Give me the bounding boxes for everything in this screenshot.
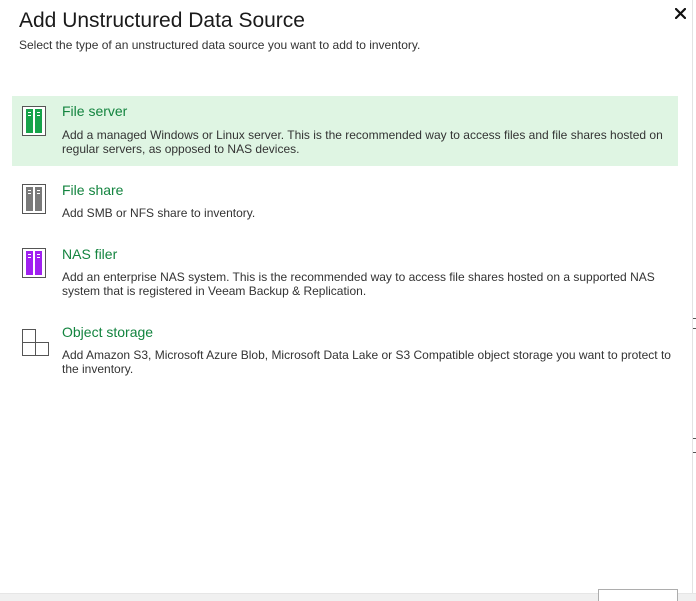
option-file-share[interactable] bbox=[12, 175, 678, 231]
object-storage-icon bbox=[22, 328, 50, 361]
window-edge bbox=[692, 0, 693, 601]
option-description: Add an enterprise NAS system. This is the recommended way to access file shares hosted on a supported NAS system that is registered in Veeam Backup & Replication. bbox=[62, 270, 655, 298]
option-description: Add SMB or NFS share to inventory. bbox=[62, 206, 256, 220]
option-nas-filer[interactable] bbox=[12, 239, 678, 305]
option-object-storage[interactable] bbox=[12, 317, 678, 383]
dialog-footer bbox=[0, 593, 696, 601]
close-button[interactable] bbox=[671, 4, 689, 22]
file-server-icon bbox=[22, 106, 46, 141]
option-title: File share bbox=[62, 182, 124, 198]
footer-button[interactable] bbox=[598, 589, 678, 601]
dialog-subtitle: Select the type of an unstructured data source you want to add to inventory. bbox=[19, 38, 421, 52]
option-description: Add Amazon S3, Microsoft Azure Blob, Microsoft Data Lake or S3 Compatible object storage you want to protect to the inventory. bbox=[62, 348, 671, 376]
close-icon bbox=[675, 8, 686, 19]
file-share-icon bbox=[22, 184, 46, 219]
option-description: Add a managed Windows or Linux server. This is the recommended way to access files and file shares hosted on regular servers, as opposed to NAS devices. bbox=[62, 128, 663, 156]
dialog-title: Add Unstructured Data Source bbox=[19, 9, 305, 32]
option-file-server[interactable] bbox=[12, 96, 678, 166]
option-title: File server bbox=[62, 103, 128, 119]
option-title: Object storage bbox=[62, 324, 154, 340]
option-title: NAS filer bbox=[62, 246, 118, 262]
nas-filer-icon bbox=[22, 248, 46, 283]
